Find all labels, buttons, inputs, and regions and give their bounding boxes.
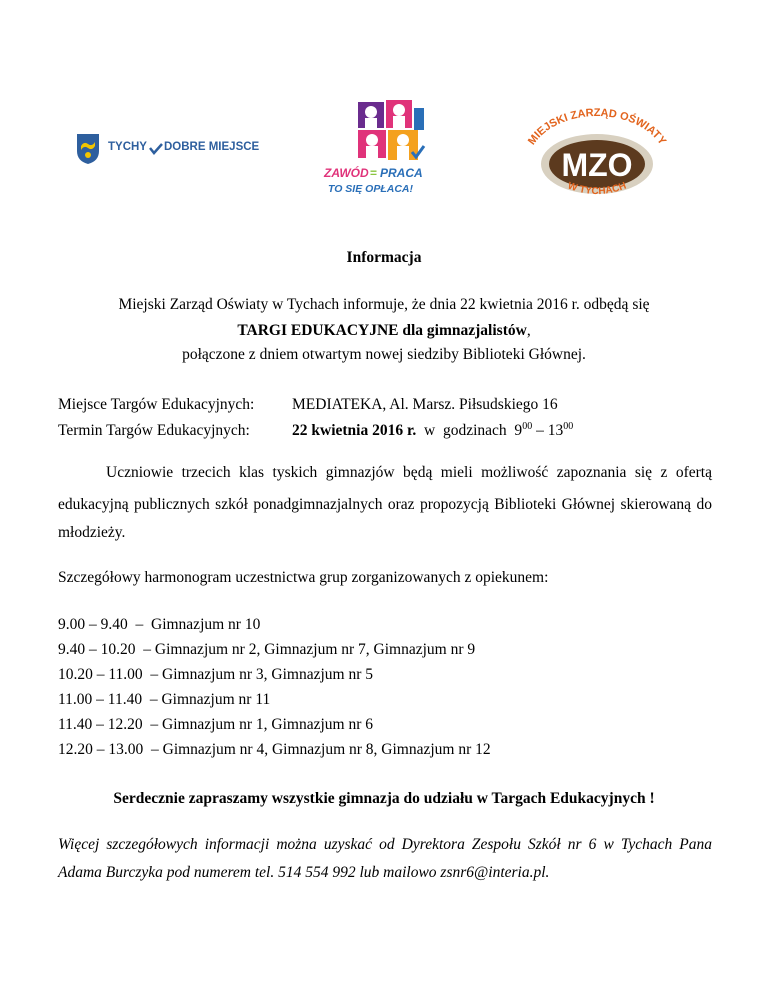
place-label: Miejsce Targów Edukacyjnych: bbox=[58, 396, 255, 413]
paragraph-line-3: młodzieży. bbox=[58, 524, 126, 541]
paragraph-line-1: Uczniowie trzecich klas tyskich gimnazjów będą mieli możliwość zapoznania się z ofertą bbox=[106, 464, 712, 481]
tychy-logo-text-right: DOBRE MIEJSCE bbox=[164, 141, 260, 153]
praca-text: PRACA bbox=[380, 166, 423, 180]
zawod-praca-logo bbox=[322, 100, 454, 200]
time-end-sup: 00 bbox=[563, 420, 574, 432]
event-title: TARGI EDUKACYJNE dla gimnazjalistów bbox=[237, 322, 527, 339]
place-value: MEDIATEKA, Al. Marsz. Piłsudskiego 16 bbox=[292, 396, 558, 413]
mzo-logo bbox=[518, 106, 676, 214]
invitation-text: Serdecznie zapraszamy wszystkie gimnazja do udziału w Targach Edukacyjnych ! bbox=[113, 790, 655, 807]
people-collage-icon bbox=[356, 100, 426, 162]
mzo-arc-bottom-text: W TYCHACH bbox=[566, 180, 628, 198]
schedule-item: 9.00 – 9.40 – Gimnazjum nr 10 bbox=[58, 616, 261, 633]
date-label: Termin Targów Edukacyjnych: bbox=[58, 422, 250, 439]
mzo-emblem-icon bbox=[518, 106, 676, 214]
mzo-arc-top-text: MIEJSKI ZARZĄD OŚWIATY bbox=[525, 106, 669, 148]
page-title: Informacja bbox=[346, 249, 422, 266]
mzo-center-text: MZO bbox=[561, 147, 633, 183]
schedule-item: 11.40 – 12.20 – Gimnazjum nr 1, Gimnazjum nr 6 bbox=[58, 716, 373, 733]
paragraph-line-2: edukacyjną publicznych szkół ponadgimnazjalnych oraz propozycją Biblioteki Głównej skierowaną do bbox=[58, 496, 712, 513]
intro-line-2 bbox=[0, 322, 768, 340]
schedule-item: 10.20 – 11.00 – Gimnazjum nr 3, Gimnazjum nr 5 bbox=[58, 666, 373, 683]
schedule-item: 9.40 – 10.20 – Gimnazjum nr 2, Gimnazjum nr 7, Gimnazjum nr 9 bbox=[58, 641, 476, 658]
schedule-item: 11.00 – 11.40 – Gimnazjum nr 11 bbox=[58, 691, 271, 708]
schedule-intro: Szczegółowy harmonogram uczestnictwa grup zorganizowanych z opiekunem: bbox=[58, 569, 549, 586]
time-prefix: w godzinach 9 bbox=[416, 422, 523, 439]
time-start-sup: 00 bbox=[522, 420, 533, 432]
time-dash: – 13 bbox=[532, 422, 564, 439]
schedule-item: 12.20 – 13.00 – Gimnazjum nr 4, Gimnazjum nr 8, Gimnazjum nr 12 bbox=[58, 741, 491, 758]
intro-line-1: Miejski Zarząd Oświaty w Tychach informuje, że dnia 22 kwietnia 2016 r. odbędą się bbox=[118, 296, 650, 313]
date-value bbox=[292, 422, 573, 440]
equals-sign: = bbox=[370, 166, 378, 180]
tychy-logo-text-left: TYCHY bbox=[108, 141, 147, 153]
checkmark-icon bbox=[149, 143, 163, 155]
zawod-text: ZAWÓD bbox=[324, 166, 369, 180]
date-bold: 22 kwietnia 2016 r. bbox=[292, 422, 417, 439]
slogan-text: TO SIĘ OPŁACA! bbox=[328, 183, 413, 195]
event-title-tail: , bbox=[526, 322, 531, 339]
contact-line-1: Więcej szczegółowych informacji można uzyskać od Dyrektora Zespołu Szkół nr 6 w Tychach Pana bbox=[58, 836, 712, 853]
intro-line-3: połączone z dniem otwartym nowej siedziby Biblioteki Głównej. bbox=[182, 346, 586, 363]
contact-line-2: Adama Burczyka pod numerem tel. 514 554 992 lub mailowo zsnr6@interia.pl. bbox=[58, 864, 550, 881]
tychy-crest-icon bbox=[76, 133, 100, 165]
tychy-logo bbox=[76, 133, 276, 167]
